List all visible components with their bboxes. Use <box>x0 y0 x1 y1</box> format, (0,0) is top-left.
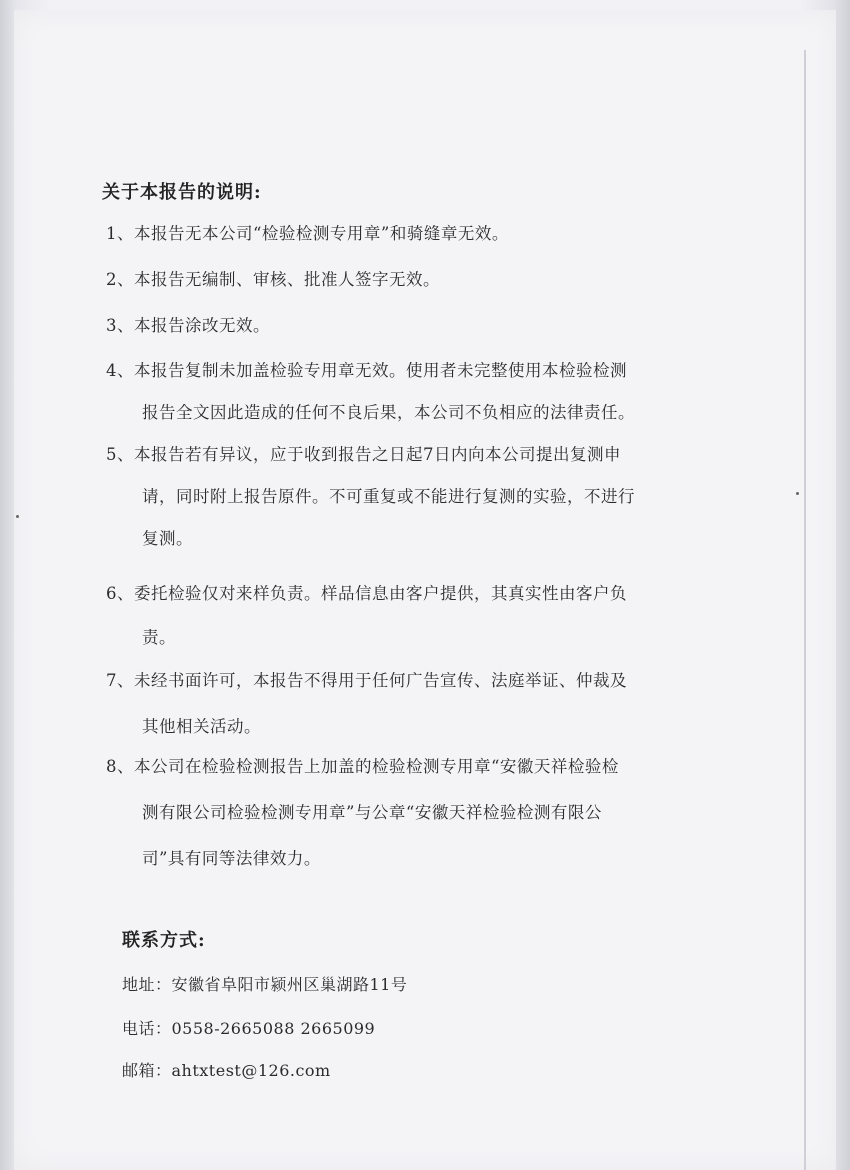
note-line: 测有限公司检验检测专用章”与公章“安徽天祥检验检测有限公 <box>142 803 602 822</box>
contact-phone: 电话：0558-2665088 2665099 <box>122 1019 376 1038</box>
note-line: 请，同时附上报告原件。不可重复或不能进行复测的实验，不进行 <box>142 487 635 506</box>
contact-email[interactable]: 邮箱：ahtxtest@126.com <box>122 1061 331 1080</box>
note-line: 2、本报告无编制、审核、批准人签字无效。 <box>106 270 440 289</box>
notes-section <box>14 10 836 1170</box>
note-item-2 <box>106 262 726 298</box>
scan-speck <box>796 492 799 495</box>
note-line: 其他相关活动。 <box>142 717 261 736</box>
note-line: 责。 <box>142 628 176 647</box>
note-line: 1、本报告无本公司“检验检测专用章”和骑缝章无效。 <box>106 224 509 243</box>
note-line: 8、本公司在检验检测报告上加盖的检验检测专用章“安徽天祥检验检 <box>106 757 619 776</box>
contact-address: 地址：安徽省阜阳市颍州区巢湖路11号 <box>122 975 408 994</box>
note-line: 7、未经书面许可，本报告不得用于任何广告宣传、法庭举证、仲裁及 <box>106 671 627 690</box>
note-item-5 <box>106 434 726 560</box>
note-line: 6、委托检验仅对来样负责。样品信息由客户提供，其真实性由客户负 <box>106 584 627 603</box>
scan-speck <box>16 515 19 518</box>
note-line: 3、本报告涂改无效。 <box>106 316 270 335</box>
note-line: 5、本报告若有异议，应于收到报告之日起7日内向本公司提出复测申 <box>106 445 621 464</box>
document-page <box>14 10 836 1170</box>
note-item-8 <box>106 744 726 882</box>
note-item-3 <box>106 308 726 344</box>
note-item-6 <box>106 572 726 660</box>
contact-heading: 联系方式: <box>122 930 206 951</box>
notes-heading: 关于本报告的说明: <box>102 182 262 203</box>
note-item-4 <box>106 350 726 434</box>
note-line: 报告全文因此造成的任何不良后果，本公司不负相应的法律责任。 <box>142 403 635 422</box>
note-line: 4、本报告复制未加盖检验专用章无效。使用者未完整使用本检验检测 <box>106 361 627 380</box>
note-item-7 <box>106 658 726 750</box>
note-item-1 <box>106 216 726 252</box>
note-line: 司”具有同等法律效力。 <box>142 849 321 868</box>
note-line: 复测。 <box>142 529 193 548</box>
